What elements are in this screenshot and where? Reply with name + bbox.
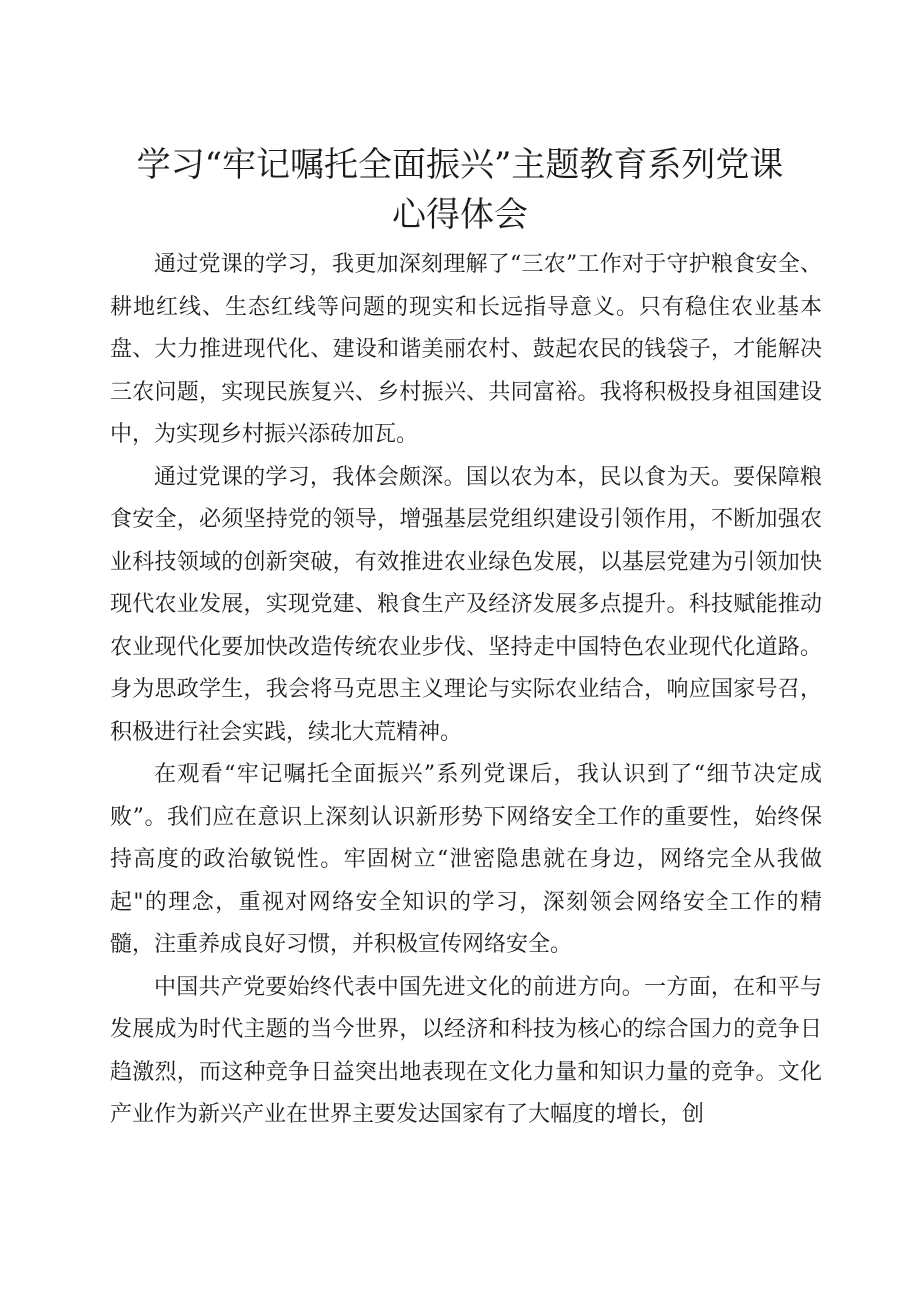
paragraph-3: 在观看“牢记嘱托全面振兴”系列党课后，我认识到了“细节决定成败”。我们应在意识上深刻认识新形势下网络安全工作的重要性，始终保持高度的政治敏锐性。牢固树立“泄密隐患就在身边，网络完全从我做起"的理念，重视对网络安全知识的学习，深刻领会网络安全工作的精髓，注重养成良好习惯，并积极宣传网络安全。 [110,762,822,957]
page-title [100,140,820,240]
title-line-2: 心得体会 [392,195,528,235]
paragraph-4: 中国共产党要始终代表中国先进文化的前进方向。一方面，在和平与发展成为时代主题的当今世界，以经济和科技为核心的综合国力的竞争日趋激烈，而这种竞争日益突出地表现在文化力量和知识力量的竞争。文化产业作为新兴产业在世界主要发达国家有了大幅度的增长，创 [110,974,822,1127]
paragraph-2: 通过党课的学习，我体会颇深。国以农为本，民以食为天。要保障粮食安全，必须坚持党的领导，增强基层党组织建设引领作用，不断加强农业科技领域的创新突破，有效推进农业绿色发展，以基层党建为引领加快现代农业发展，实现党建、粮食生产及经济发展多点提升。科技赋能推动农业现代化要加快改造传统农业步伐、坚持走中国特色农业现代化道路。身为思政学生，我会将马克思主义理论与实际农业结合，响应国家号召，积极进行社会实践，续北大荒精神。 [110,464,822,745]
title-line-1: 学习“牢记嘱托全面振兴”主题教育系列党课 [136,145,784,185]
document-body [110,244,822,1137]
paragraph-1: 通过党课的学习，我更加深刻理解了“三农”工作对于守护粮食安全、耕地红线、生态红线等问题的现实和长远指导意义。只有稳住农业基本盘、大力推进现代化、建设和谐美丽农村、鼓起农民的钱袋子，才能解决三农问题，实现民族复兴、乡村振兴、共同富裕。我将积极投身祖国建设中，为实现乡村振兴添砖加瓦。 [110,252,822,447]
